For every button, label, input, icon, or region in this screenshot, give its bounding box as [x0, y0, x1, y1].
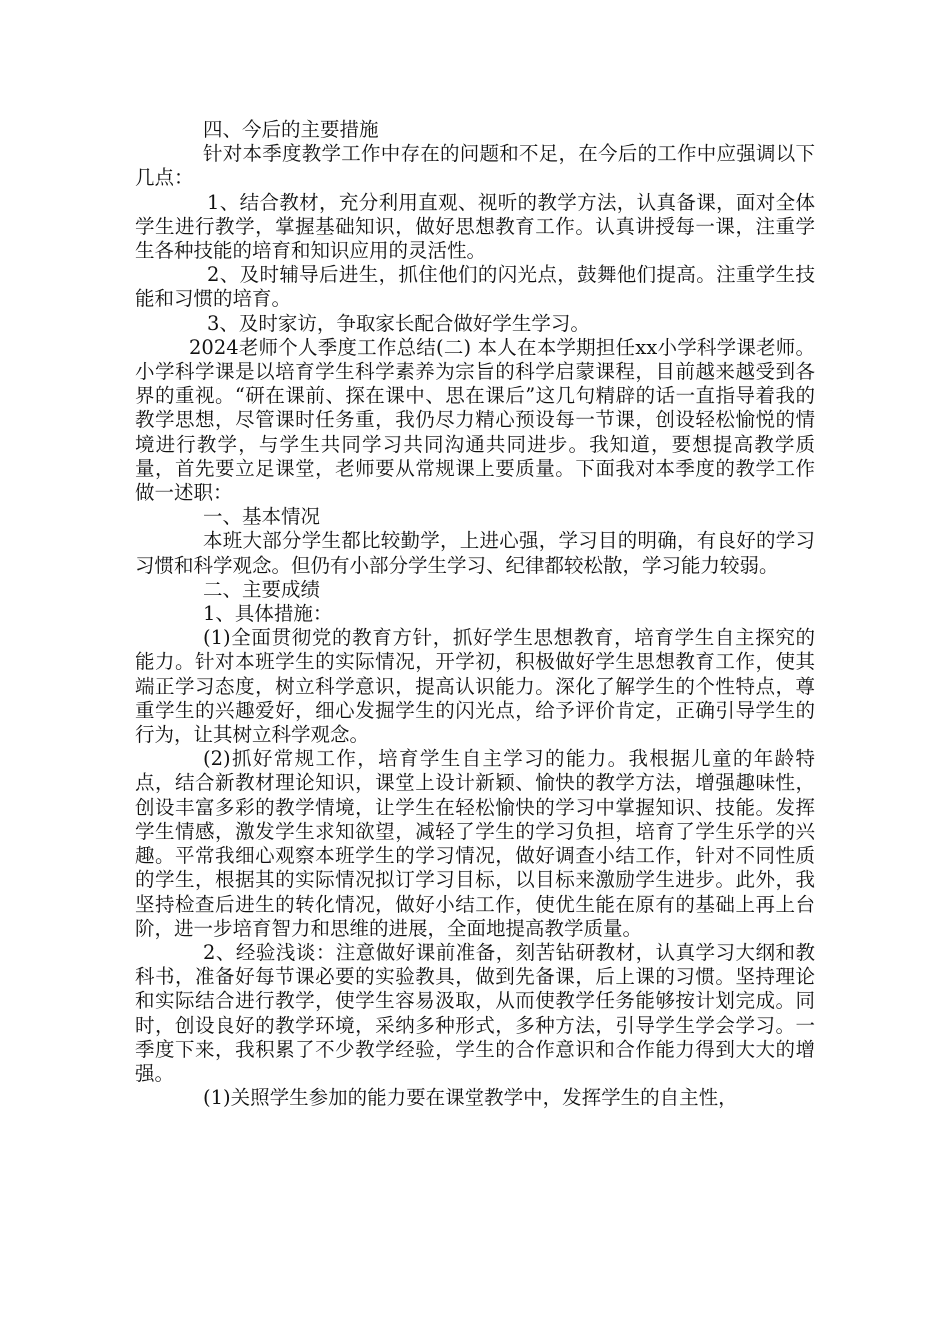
- paragraph-measure-1: (1)全面贯彻党的教育方针，抓好学生思想教育，培育学生自主探究的能力。针对本班学生的实际情况，开学初，积极做好学生思想教育工作，使其端正学习态度，树立科学意识，提高认识能力。深化了解学生的个性特点，尊重学生的兴趣爱好，细心发掘学生的闪光点，给予评价肯定，正确引导学生的行为，让其树立科学观念。: [135, 626, 815, 747]
- section-heading-basic: 一、基本情况: [203, 505, 321, 529]
- paragraph-experience: 2、经验浅谈：注意做好课前准备，刻苦钻研教材，认真学习大纲和教科书，准备好每节课必要的实验教具，做到先备课，后上课的习惯。坚持理论和实际结合进行教学，使学生容易汲取，从而使教学任务能够按计划完成。同时，创设良好的教学环境，采纳多种形式，多种方法，引导学生学会学习。一季度下来，我积累了不少教学经验，学生的合作意识和合作能力得到大大的增强。: [135, 940, 815, 1085]
- section-heading-measures: 四、今后的主要措施: [203, 118, 379, 141]
- subheading-measures: 1、具体措施：: [203, 602, 333, 626]
- document-page: [135, 118, 815, 1110]
- paragraph-experience-1: (1)关照学生参加的能力要在课堂教学中，发挥学生的自主性，: [203, 1086, 738, 1110]
- paragraph-basic: 本班大部分学生都比较勤学，上进心强，学习目的明确，有良好的学习习惯和科学观念。但仍有小部分学生学习、纪律都较松散，学习能力较弱。: [135, 529, 815, 577]
- paragraph-summary-two: 2024老师个人季度工作总结(二) 本人在本学期担任xx小学科学课老师。小学科学课是以培育学生科学素养为宗旨的科学启蒙课程，目前越来越受到各界的重视。“研在课前、探在课中、思在课后”这几句精辟的话一直指导着我的教学思想，尽管课时任务重，我仍尽力精心预设每一节课，创设轻松愉悦的情境进行教学，与学生共同学习共同沟通共同进步。我知道，要想提高教学质量，首先要立足课堂，老师要从常规课上要质量。下面我对本季度的教学工作做一述职：: [135, 335, 815, 505]
- paragraph-intro: 针对本季度教学工作中存在的问题和不足，在今后的工作中应强调以下几点：: [135, 142, 815, 190]
- list-item-2: 2、及时辅导后进生，抓住他们的闪光点，鼓舞他们提高。注重学生技能和习惯的培育。: [135, 263, 815, 311]
- list-item-1: 1、结合教材，充分利用直观、视听的教学方法，认真备课，面对全体学生进行教学，掌握基础知识，做好思想教育工作。认真讲授每一课，注重学生各种技能的培育和知识应用的灵活性。: [135, 190, 815, 263]
- paragraph-measure-2: (2)抓好常规工作，培育学生自主学习的能力。我根据儿童的年龄特点，结合新教材理论知识，课堂上设计新颖、愉快的教学方法，增强趣味性，创设丰富多彩的教学情境，让学生在轻松愉快的学习中掌握知识、技能。发挥学生情感，激发学生求知欲望，减轻了学生的学习负担，培育了学生乐学的兴趣。平常我细心观察本班学生的学习情况，做好调查小结工作，针对不同性质的学生，根据其的实际情况拟订学习目标，以目标来激励学生进步。此外，我坚持检查后进生的转化情况，做好小结工作，使优生能在原有的基础上再上台阶，进一步培育智力和思维的进展，全面地提高教学质量。: [135, 747, 815, 940]
- list-item-3: 3、及时家访，争取家长配合做好学生学习。: [207, 311, 590, 335]
- section-heading-achievements: 二、主要成绩: [203, 577, 321, 601]
